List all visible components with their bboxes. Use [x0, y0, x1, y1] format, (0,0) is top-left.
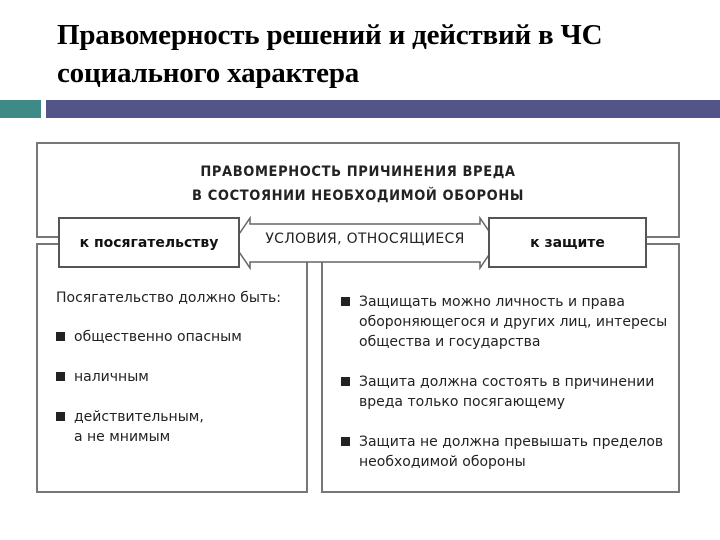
left-panel-intro: Посягательство должно быть: — [56, 290, 282, 306]
diagram-heading — [36, 160, 680, 208]
bullet-square-icon — [56, 412, 65, 421]
conditions-label: УСЛОВИЯ, ОТНОСЯЩИЕСЯ — [265, 231, 465, 247]
attack-conditions-list — [56, 327, 296, 467]
heading-line-2: В СОСТОЯНИИ НЕОБХОДИМОЙ ОБОРОНЫ — [192, 188, 524, 204]
list-item: действительным, а не мнимым — [56, 407, 296, 447]
attack-label: к посягательству — [79, 234, 219, 251]
list-item: Защищать можно личность и права обороняющегося и других лиц, интересы общества и государства — [341, 292, 671, 352]
accent-bar-teal — [0, 100, 41, 118]
list-item: наличным — [56, 367, 296, 387]
defense-conditions-list — [341, 292, 671, 492]
list-item: Защита должна состоять в причинении вреда только посягающему — [341, 372, 671, 412]
bullet-square-icon — [341, 297, 350, 306]
list-item: Защита не должна превышать пределов необходимой обороны — [341, 432, 671, 472]
defense-label: к защите — [530, 234, 605, 251]
defense-label-box — [488, 217, 647, 268]
bullet-square-icon — [56, 372, 65, 381]
slide-title: Правомерность решений и действий в ЧС социального характера — [57, 19, 603, 89]
attack-label-box — [58, 217, 240, 268]
heading-line-1: ПРАВОМЕРНОСТЬ ПРИЧИНЕНИЯ ВРЕДА — [200, 164, 516, 180]
bullet-square-icon — [56, 332, 65, 341]
bullet-square-icon — [341, 437, 350, 446]
accent-bar-purple — [46, 100, 720, 118]
list-item: общественно опасным — [56, 327, 296, 347]
bullet-square-icon — [341, 377, 350, 386]
